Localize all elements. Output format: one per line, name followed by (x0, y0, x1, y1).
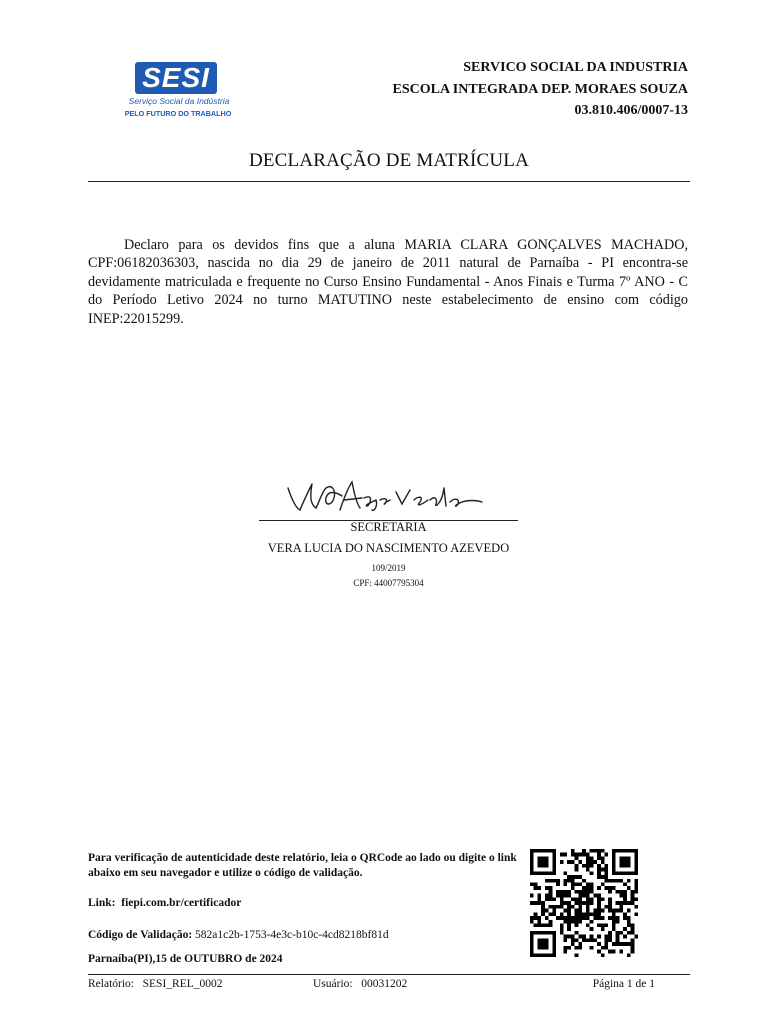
declaration-body: Declaro para os devidos fins que a aluna MARIA CLARA GONÇALVES MACHADO, CPF:06182036303, nascida no dia 29 de janeiro de 2011 natural de Parnaíba - PI encontra-se devidamente matriculada e frequente no Curso Ensino Fundamental - Anos Finais e Turma 7º ANO - C do Período Letivo 2024 no turno MATUTINO neste estabelecimento de ensino com código INEP:22015299. (88, 237, 688, 327)
title-divider (88, 181, 690, 182)
signer-role: SECRETARIA (350, 520, 427, 534)
report-id (88, 978, 223, 990)
code-value: 582a1c2b-1753-4e3c-b10c-4cd8218bf81d (195, 929, 389, 941)
footer-divider (88, 974, 690, 975)
user-id (313, 978, 407, 990)
place-date: Parnaíba(PI),15 de OUTUBRO de 2024 (88, 953, 283, 965)
report-value: SESI_REL_0002 (142, 978, 223, 990)
link-url[interactable]: fiepi.com.br/certificador (121, 897, 242, 909)
logo-tagline: PELO FUTURO DO TRABALHO (124, 109, 232, 118)
logo-brand: SESI (135, 62, 217, 94)
signer-cpf: CPF: 44007795304 (353, 578, 424, 588)
qr-code (530, 849, 638, 957)
cnpj: 03.810.406/0007-13 (574, 103, 688, 118)
user-value: 00031202 (361, 978, 408, 990)
school-name: ESCOLA INTEGRADA DEP. MORAES SOUZA (392, 82, 688, 97)
page-number: Página 1 de 1 (592, 978, 655, 990)
user-label: Usuário: (313, 978, 353, 990)
document-title: DECLARAÇÃO DE MATRÍCULA (248, 150, 530, 171)
logo-subtitle: Serviço Social da Indústria (128, 96, 230, 106)
code-label: Código de Validação: (88, 929, 193, 941)
sesi-logo (118, 62, 238, 122)
institution-name: SERVICO SOCIAL DA INDUSTRIA (463, 60, 688, 75)
verification-instructions: Para verificação de autenticidade deste relatório, leia o QRCode ao lado ou digite o link abaixo em seu navegador e utilize o código de validação. (88, 852, 517, 879)
verification-link (88, 897, 241, 909)
signer-name: VERA LUCIA DO NASCIMENTO AZEVEDO (267, 541, 510, 555)
validation-code (88, 929, 389, 941)
signer-number: 109/2019 (371, 563, 406, 573)
handwritten-signature (282, 470, 492, 520)
report-label: Relatório: (88, 978, 134, 990)
link-label: Link: (88, 897, 116, 909)
